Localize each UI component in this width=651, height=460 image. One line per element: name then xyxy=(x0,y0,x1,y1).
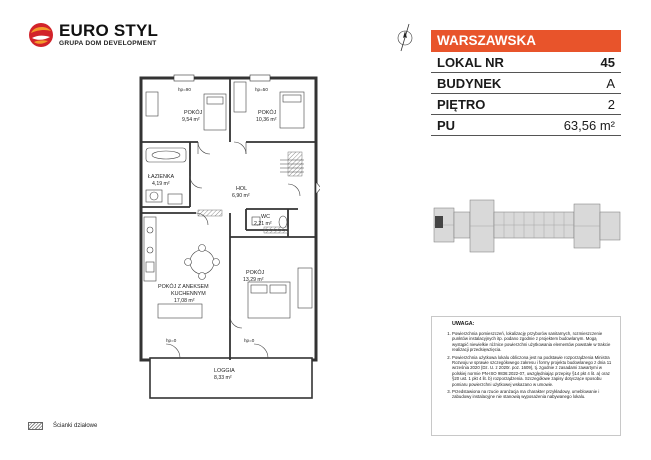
info-value: A xyxy=(606,75,615,91)
building-key-plan xyxy=(432,190,622,265)
room-name: POKÓJ xyxy=(258,110,277,116)
room-name: HOL xyxy=(236,186,248,192)
room-name: KUCHENNYM xyxy=(171,291,206,297)
room-area: 10,36 m² xyxy=(256,117,277,123)
info-row-area xyxy=(431,115,621,136)
info-label: PIĘTRO xyxy=(437,96,486,112)
info-label: LOKAL NR xyxy=(437,54,504,70)
note-item: 1. Powierzchnia pomieszczeń, lokalizację przyborów sanitarnych, rozmieszczenie punktów instalacyjnych itp. podano zgodnie z projektem budowlanym. Mogą wystąpić niewielkie różnice powierzchni użytkowania elementów powstałe w trakcie realizacji przedsięwzięcia. xyxy=(452,331,614,353)
partition-wall-swatch xyxy=(28,422,43,430)
room-name: ŁAZIENKA xyxy=(148,174,175,180)
room-area: 13,29 m² xyxy=(243,277,264,283)
euro-styl-logo-icon xyxy=(28,22,54,48)
brand-name: EURO STYL xyxy=(59,21,159,41)
note-item: 3. Przedstawiona na rzucie aranżacja ma charakter przykładowy, umeblowanie i zabudowy instalacyjne nie stanowią wyposażenia nabywanego lokalu. xyxy=(452,389,614,400)
info-row-building xyxy=(431,73,621,94)
unit-location-marker xyxy=(435,216,443,228)
sill-height-label: hp=0 xyxy=(166,338,177,343)
info-value: 2 xyxy=(607,96,615,112)
notes-title: UWAGA: xyxy=(452,321,475,327)
sill-height-label: hp=90 xyxy=(178,87,191,92)
room-name: POKÓJ Z ANEKSEM xyxy=(158,284,209,290)
room-area: 2,21 m² xyxy=(254,221,272,227)
note-item: 2. Powierzchnia użytkowa lokalu obliczona jest na podstawie rozporządzenia Ministra Rozwoju w sprawie szczegółowego zakresu i formy projektu budowlanego z dnia 11 września 2020 (Dz. U. z 2020r. poz. 1609), tj. zgodnie z zasadami zawartymi w polskiej normie PN-ISO 9836:2022-07, uwzględniając przepisy §14 pkt 4 lit. a) oraz §20 ust. 1 pkt 4 lit. b) rozporządzenia. Szczegółowe zapisy dotyczące sposobu pomiaru powierzchni użytkowej wskazano w umowie. xyxy=(452,355,614,387)
info-label: BUDYNEK xyxy=(437,75,502,91)
info-row-floor xyxy=(431,94,621,115)
room-name: LOGGIA xyxy=(214,368,235,374)
room-name: WC xyxy=(261,214,270,220)
info-value: 45 xyxy=(600,54,615,70)
info-value: 63,56 m² xyxy=(563,117,615,133)
room-area: 17,08 m² xyxy=(174,298,195,304)
legend xyxy=(28,422,97,430)
unit-info-panel xyxy=(431,30,621,136)
room-area: 9,54 m² xyxy=(182,117,200,123)
room-area: 8,33 m² xyxy=(214,375,232,381)
info-label: PU xyxy=(437,117,456,133)
room-area: 4,19 m² xyxy=(152,181,170,187)
north-arrow-icon xyxy=(392,22,418,52)
room-name: POKÓJ xyxy=(246,270,265,276)
room-area: 6,90 m² xyxy=(232,193,250,199)
developer-logo xyxy=(28,22,158,48)
info-row-unit xyxy=(431,52,621,73)
sill-height-label: hp=0 xyxy=(244,338,255,343)
apartment-floor-plan xyxy=(138,72,320,402)
room-name: POKÓJ xyxy=(184,110,203,116)
brand-tagline: GRUPA DOM DEVELOPMENT xyxy=(59,40,157,48)
notes-box xyxy=(431,316,621,436)
legend-label: Ścianki działowe xyxy=(53,423,98,429)
project-name: WARSZAWSKA xyxy=(431,30,621,52)
sill-height-label: hp=50 xyxy=(255,87,268,92)
